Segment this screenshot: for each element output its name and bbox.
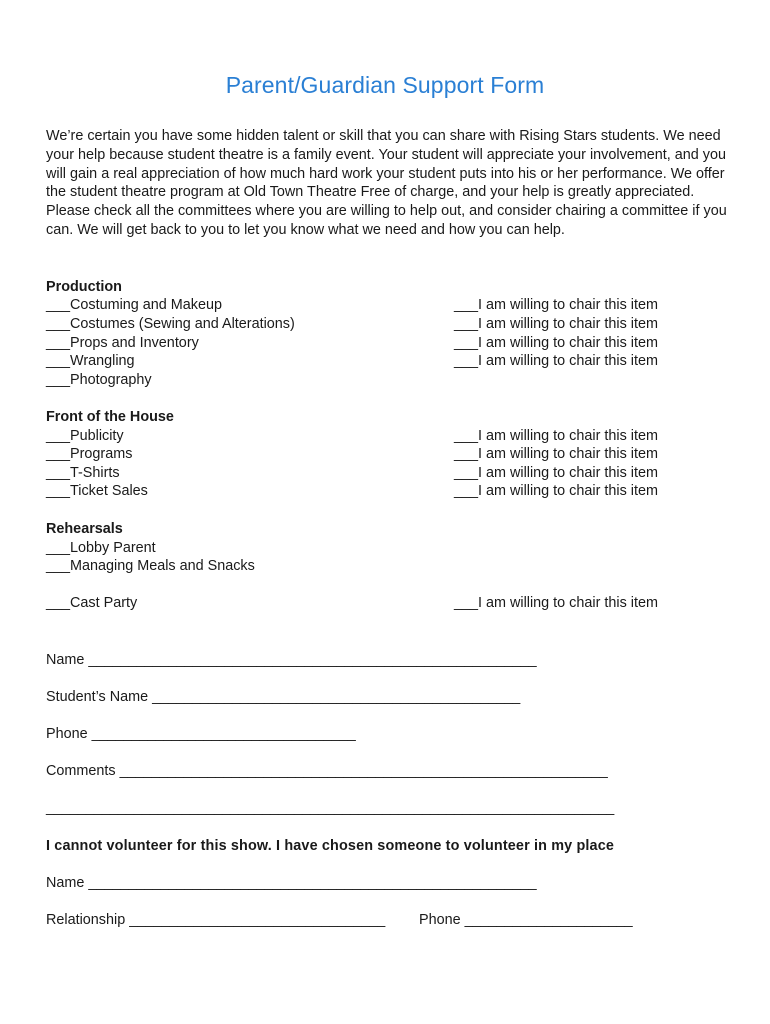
relationship-field[interactable]: Relationship ________________________________ [46,912,386,928]
student-name-field[interactable]: Student’s Name ______________________________________________ [46,689,521,705]
checkbox-t-shirts[interactable]: ___T-Shirts [46,465,120,481]
chair-checkbox-cast-party[interactable]: ___I am willing to chair this item [454,595,658,611]
chair-checkbox-costuming-makeup[interactable]: ___I am willing to chair this item [454,297,658,313]
page-title: Parent/Guardian Support Form [225,72,545,98]
checkbox-publicity[interactable]: ___Publicity [46,428,124,444]
cannot-volunteer-heading: I cannot volunteer for this show. I have chosen someone to volunteer in my place [46,838,615,854]
comments-field[interactable]: Comments _____________________________________________________________ [46,763,608,779]
checkbox-wrangling[interactable]: ___Wrangling [46,353,135,369]
substitute-name-field[interactable]: Name ________________________________________________________ [46,875,537,891]
checkbox-cast-party[interactable]: ___Cast Party [46,595,138,611]
phone-field[interactable]: Phone _________________________________ [46,726,356,742]
checkbox-ticket-sales[interactable]: ___Ticket Sales [46,483,148,499]
chair-checkbox-publicity[interactable]: ___I am willing to chair this item [454,428,658,444]
chair-checkbox-t-shirts[interactable]: ___I am willing to chair this item [454,465,658,481]
chair-checkbox-props-inventory[interactable]: ___I am willing to chair this item [454,335,658,351]
checkbox-photography[interactable]: ___Photography [46,372,152,388]
chair-checkbox-wrangling[interactable]: ___I am willing to chair this item [454,353,658,369]
checkbox-lobby-parent[interactable]: ___Lobby Parent [46,540,156,556]
checkbox-meals-snacks[interactable]: ___Managing Meals and Snacks [46,558,255,574]
substitute-phone-field[interactable]: Phone _____________________ [419,912,633,928]
checkbox-programs[interactable]: ___Programs [46,446,133,462]
chair-checkbox-costumes-sewing[interactable]: ___I am willing to chair this item [454,316,658,332]
front-of-house-heading: Front of the House [46,409,174,425]
comments-continuation-field[interactable]: _______________________________________________________________________ [46,800,615,816]
chair-checkbox-programs[interactable]: ___I am willing to chair this item [454,446,658,462]
production-heading: Production [46,279,122,295]
chair-checkbox-ticket-sales[interactable]: ___I am willing to chair this item [454,483,658,499]
checkbox-props-inventory[interactable]: ___Props and Inventory [46,335,199,351]
intro-paragraph: We’re certain you have some hidden talent or skill that you can share with Rising Stars students. We need your help because student theatre is a family event. Your student will appreciate your involvement, and you will gain a real appreciation of how much hard work your student puts into his or her performance. We offer the student theatre program at Old Town Theatre Free of charge, and your help is greatly appreciated. Please check all the committees where you are willing to help out, and consider chairing a committee if you can. We will get back to you to let you know what we need and how you can help. [46,128,727,238]
checkbox-costuming-makeup[interactable]: ___Costuming and Makeup [46,297,222,313]
rehearsals-heading: Rehearsals [46,521,123,537]
name-field[interactable]: Name ________________________________________________________ [46,652,537,668]
checkbox-costumes-sewing[interactable]: ___Costumes (Sewing and Alterations) [46,316,295,332]
